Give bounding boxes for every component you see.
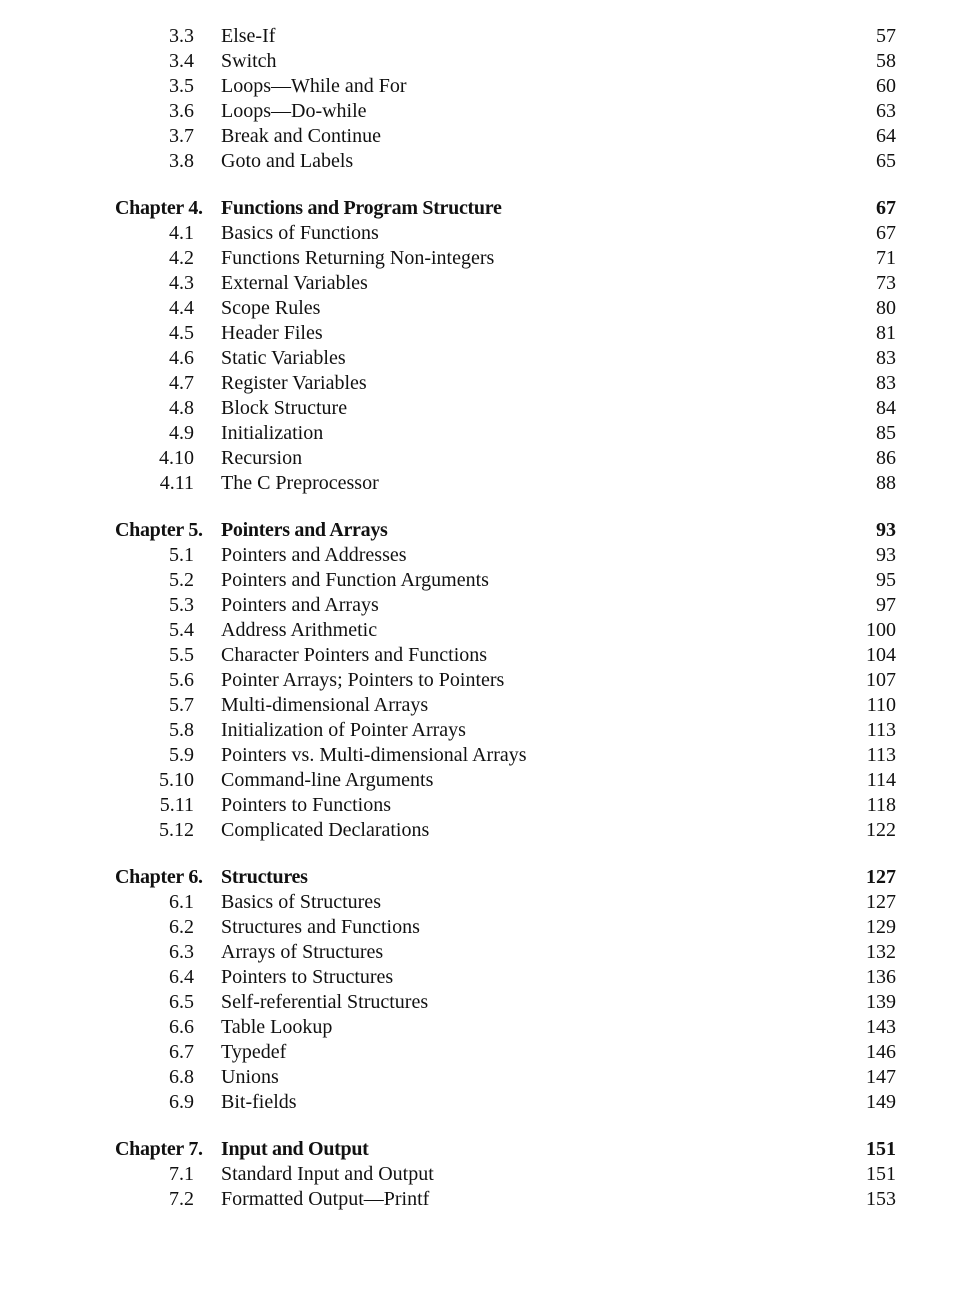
chapter-label: Chapter 7. — [115, 1138, 203, 1160]
section-title: Switch — [221, 50, 277, 72]
section-number: 4.8 — [169, 397, 194, 419]
toc-entry — [0, 818, 968, 843]
section-number: 5.9 — [169, 744, 194, 766]
chapter-title: Functions and Program Structure — [221, 197, 502, 219]
toc-entry — [0, 940, 968, 965]
section-title: Static Variables — [221, 347, 346, 369]
toc-entry — [0, 24, 968, 49]
toc-entry — [0, 990, 968, 1015]
page-number: 83 — [876, 347, 896, 369]
section-number: 5.5 — [169, 644, 194, 666]
page-number: 83 — [876, 372, 896, 394]
section-number: 6.7 — [169, 1041, 194, 1063]
section-number: 4.11 — [159, 472, 194, 494]
page-number: 60 — [876, 75, 896, 97]
section-title: Break and Continue — [221, 125, 381, 147]
section-number: 4.9 — [169, 422, 194, 444]
toc-entry — [0, 221, 968, 246]
section-title: Basics of Structures — [221, 891, 381, 913]
page-number: 113 — [866, 744, 896, 766]
section-number: 6.8 — [169, 1066, 194, 1088]
toc-entry — [0, 371, 968, 396]
chapter-label: Chapter 5. — [115, 519, 203, 541]
page-number: 97 — [876, 594, 896, 616]
toc-entry — [0, 124, 968, 149]
toc-entry — [0, 768, 968, 793]
section-number: 5.7 — [169, 694, 194, 716]
section-number: 6.9 — [169, 1091, 194, 1113]
section-number: 6.4 — [169, 966, 194, 988]
page-number: 107 — [866, 669, 896, 691]
section-title: Initialization of Pointer Arrays — [221, 719, 466, 741]
chapter-title: Pointers and Arrays — [221, 519, 388, 541]
page-number: 73 — [876, 272, 896, 294]
page-number: 132 — [866, 941, 896, 963]
section-title: Pointers to Structures — [221, 966, 394, 988]
page-number: 113 — [866, 719, 896, 741]
toc-entry — [0, 668, 968, 693]
page-number: 122 — [866, 819, 896, 841]
section-number: 4.10 — [159, 447, 194, 469]
section-title: The C Preprocessor — [221, 472, 379, 494]
toc-entry — [0, 643, 968, 668]
page-number: 149 — [866, 1091, 896, 1113]
toc-entry — [0, 471, 968, 496]
section-title: Functions Returning Non-integers — [221, 247, 495, 269]
section-title: Structures and Functions — [221, 916, 420, 938]
section-number: 6.3 — [169, 941, 194, 963]
section-number: 7.2 — [169, 1188, 194, 1210]
toc-entry — [0, 1015, 968, 1040]
page-number: 136 — [866, 966, 896, 988]
page-number: 129 — [866, 916, 896, 938]
toc-entry — [0, 568, 968, 593]
page-number: 143 — [866, 1016, 896, 1038]
page-number: 114 — [866, 769, 896, 791]
section-title: Multi-dimensional Arrays — [221, 694, 429, 716]
page-number: 118 — [866, 794, 896, 816]
section-title: Goto and Labels — [221, 150, 354, 172]
section-number: 5.2 — [169, 569, 194, 591]
section-title: Bit-fields — [221, 1091, 297, 1113]
page-number: 110 — [866, 694, 896, 716]
section-title: Loops—While and For — [221, 75, 407, 97]
section-number: 4.4 — [169, 297, 194, 319]
page-number: 63 — [876, 100, 896, 122]
section-number: 5.10 — [159, 769, 194, 791]
section-title: Else-If — [221, 25, 276, 47]
page-number: 95 — [876, 569, 896, 591]
section-number: 4.1 — [169, 222, 194, 244]
toc-entry — [0, 1065, 968, 1090]
page-number: 65 — [876, 150, 896, 172]
chapter-title: Structures — [221, 866, 308, 888]
section-title: Block Structure — [221, 397, 348, 419]
page-number: 127 — [866, 891, 896, 913]
chapter-heading — [0, 1137, 968, 1162]
page-number: 104 — [866, 644, 896, 666]
section-number: 5.3 — [169, 594, 194, 616]
section-title: Pointers and Addresses — [221, 544, 407, 566]
section-number: 5.4 — [169, 619, 194, 641]
toc-entry — [0, 246, 968, 271]
section-title: Typedef — [221, 1041, 287, 1063]
chapter-page-number: 93 — [876, 519, 896, 541]
toc-entry — [0, 1090, 968, 1115]
section-number: 4.2 — [169, 247, 194, 269]
section-title: Address Arithmetic — [221, 619, 378, 641]
toc-entry — [0, 693, 968, 718]
section-number: 5.1 — [169, 544, 194, 566]
page-number: 71 — [876, 247, 896, 269]
toc-entry — [0, 543, 968, 568]
section-number: 3.4 — [169, 50, 194, 72]
chapter-label: Chapter 6. — [115, 866, 203, 888]
page-number: 58 — [876, 50, 896, 72]
toc-entry — [0, 593, 968, 618]
toc-entry — [0, 915, 968, 940]
toc-entry — [0, 149, 968, 174]
section-number: 3.8 — [169, 150, 194, 172]
toc-entry — [0, 346, 968, 371]
page-number: 86 — [876, 447, 896, 469]
section-title: Initialization — [221, 422, 324, 444]
toc-entry — [0, 965, 968, 990]
chapter-heading — [0, 196, 968, 221]
section-number: 6.6 — [169, 1016, 194, 1038]
section-title: Unions — [221, 1066, 279, 1088]
section-number: 6.1 — [169, 891, 194, 913]
section-title: Pointers and Function Arguments — [221, 569, 489, 591]
page-number: 64 — [876, 125, 896, 147]
section-number: 3.7 — [169, 125, 194, 147]
section-title: Formatted Output—Printf — [221, 1188, 430, 1210]
section-title: Table Lookup — [221, 1016, 333, 1038]
section-title: Arrays of Structures — [221, 941, 384, 963]
section-title: Pointer Arrays; Pointers to Pointers — [221, 669, 505, 691]
section-title: Standard Input and Output — [221, 1163, 434, 1185]
page-number: 93 — [876, 544, 896, 566]
toc-entry — [0, 49, 968, 74]
toc-entry — [0, 421, 968, 446]
section-number: 7.1 — [169, 1163, 194, 1185]
page-number: 88 — [876, 472, 896, 494]
chapter-heading — [0, 865, 968, 890]
page-number: 84 — [876, 397, 896, 419]
section-title: Loops—Do-while — [221, 100, 367, 122]
section-title: Complicated Declarations — [221, 819, 430, 841]
section-title: Basics of Functions — [221, 222, 379, 244]
toc-entry — [0, 1040, 968, 1065]
toc-entry — [0, 1187, 968, 1212]
section-number: 5.12 — [159, 819, 194, 841]
section-number: 3.5 — [169, 75, 194, 97]
section-title: Command-line Arguments — [221, 769, 434, 791]
page-number: 85 — [876, 422, 896, 444]
page-number: 81 — [876, 322, 896, 344]
toc-entry — [0, 296, 968, 321]
toc-entry — [0, 396, 968, 421]
section-number: 3.3 — [169, 25, 194, 47]
toc-entry — [0, 890, 968, 915]
toc-entry — [0, 321, 968, 346]
page-number: 100 — [866, 619, 896, 641]
table-of-contents — [0, 24, 968, 1212]
section-number: 5.6 — [169, 669, 194, 691]
chapter-page-number: 67 — [876, 197, 896, 219]
section-number: 3.6 — [169, 100, 194, 122]
page-number: 146 — [866, 1041, 896, 1063]
toc-entry — [0, 618, 968, 643]
toc-entry — [0, 718, 968, 743]
section-title: Recursion — [221, 447, 303, 469]
chapter-label: Chapter 4. — [115, 197, 203, 219]
toc-entry — [0, 271, 968, 296]
page-number: 57 — [876, 25, 896, 47]
section-number: 4.3 — [169, 272, 194, 294]
page-number: 139 — [866, 991, 896, 1013]
section-title: Pointers and Arrays — [221, 594, 379, 616]
chapter-heading — [0, 518, 968, 543]
section-title: External Variables — [221, 272, 368, 294]
section-number: 5.11 — [159, 794, 194, 816]
section-title: Pointers vs. Multi-dimensional Arrays — [221, 744, 527, 766]
section-title: Register Variables — [221, 372, 367, 394]
chapter-page-number: 151 — [866, 1138, 896, 1160]
section-number: 4.5 — [169, 322, 194, 344]
toc-entry — [0, 74, 968, 99]
page-number: 147 — [866, 1066, 896, 1088]
section-title: Self-referential Structures — [221, 991, 429, 1013]
toc-entry — [0, 1162, 968, 1187]
chapter-title: Input and Output — [221, 1138, 369, 1160]
section-number: 6.5 — [169, 991, 194, 1013]
toc-entry — [0, 99, 968, 124]
section-title: Character Pointers and Functions — [221, 644, 488, 666]
page-number: 67 — [876, 222, 896, 244]
page-number: 151 — [866, 1163, 896, 1185]
toc-entry — [0, 793, 968, 818]
toc-entry — [0, 446, 968, 471]
section-title: Pointers to Functions — [221, 794, 392, 816]
page-number: 153 — [866, 1188, 896, 1210]
section-number: 4.6 — [169, 347, 194, 369]
toc-entry — [0, 743, 968, 768]
chapter-page-number: 127 — [866, 866, 896, 888]
section-title: Scope Rules — [221, 297, 321, 319]
section-number: 6.2 — [169, 916, 194, 938]
section-title: Header Files — [221, 322, 323, 344]
section-number: 4.7 — [169, 372, 194, 394]
section-number: 5.8 — [169, 719, 194, 741]
page-number: 80 — [876, 297, 896, 319]
